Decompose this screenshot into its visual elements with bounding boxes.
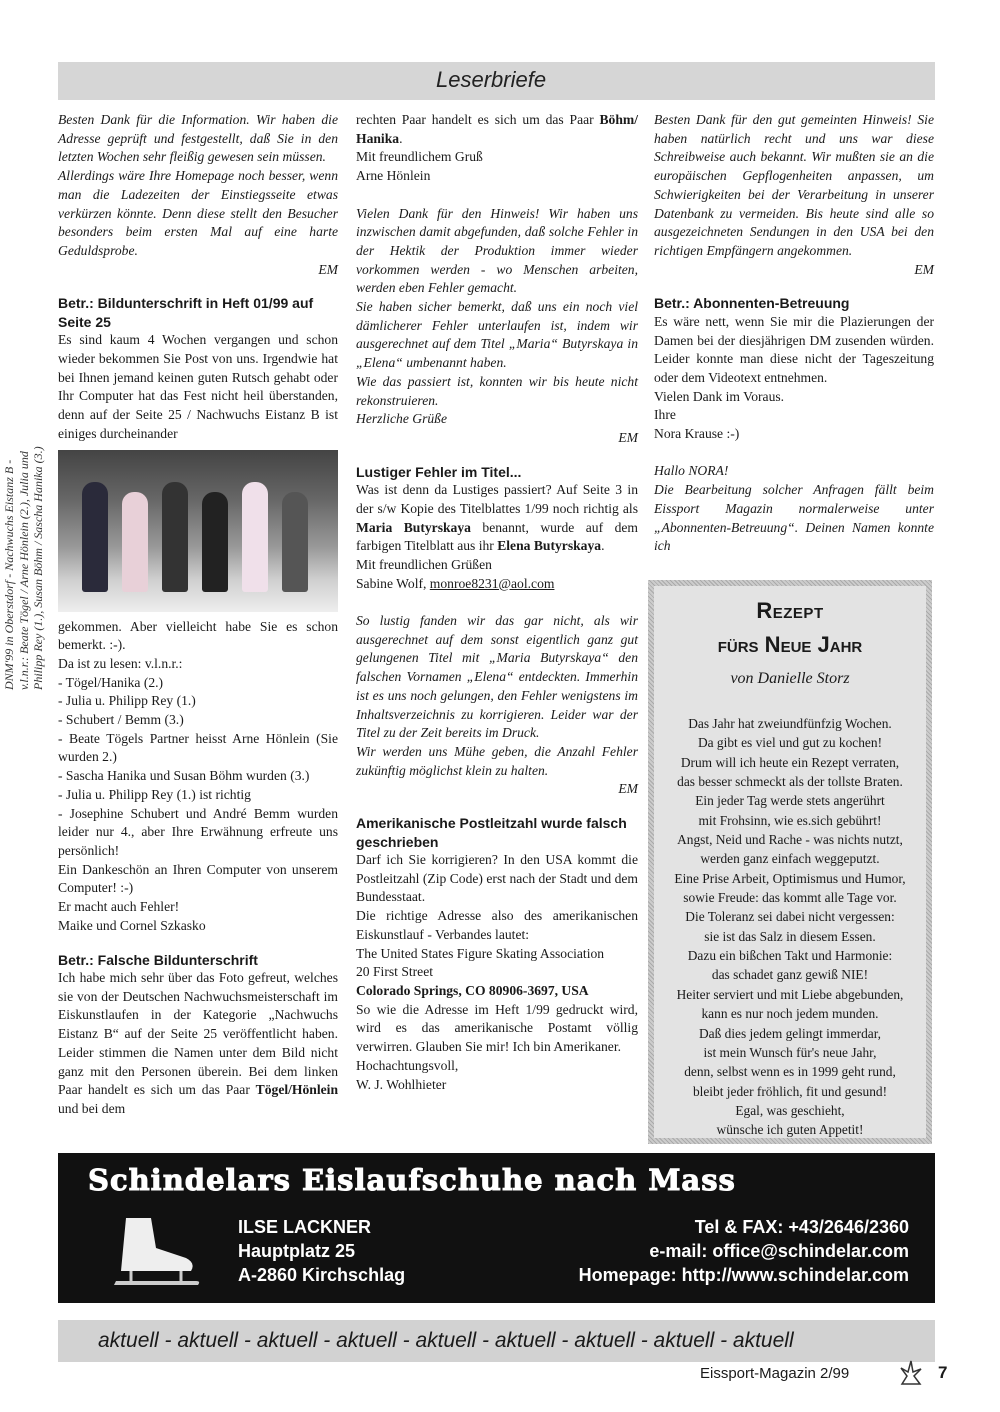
skater-figure xyxy=(202,492,228,592)
recipe-poem xyxy=(654,714,926,1140)
text-run: Ich habe mich sehr über das Foto gefreut, welches sie von der Deutschen Nachwuchsmeisterschaft im Eiskunstlaufen in der Kategorie „Nachwuchs Eistanz B“ auf der Seite 25 veröffentlicht haben. Leider stimmen die Namen unter dem Bild nicht ganz mit den Personen überein. Bei dem linken Paar handelt es sich um das Paar xyxy=(58,970,338,1098)
text-run: The United States Figure Skating Association xyxy=(356,945,605,961)
text-run: . xyxy=(399,130,403,146)
text-run: - Tögel/Hanika (2.) xyxy=(58,674,164,690)
editor-signature xyxy=(356,780,638,799)
spacer xyxy=(356,186,638,205)
poem-line: Angst, Neid und Rache - was nichts nutzt, xyxy=(677,832,903,848)
bold-text: Maria Butyrskaya xyxy=(356,519,471,535)
caption-line: v.l.n.r.: Beate Tögel / Arne Hönlein (2.), Julia und xyxy=(16,451,31,690)
text-run: Es wäre nett, wenn Sie mir die Plazierungen der Damen bei der diesjährigen DM zusenden würden. Leider konnte man diese nicht der Tageszeitung oder dem Videotext entnehmen. xyxy=(654,313,934,385)
section-header xyxy=(58,62,935,100)
poem-line: ist mein Wunsch für's neue Jahr, xyxy=(703,1044,877,1060)
skater-figure xyxy=(122,492,148,592)
poem-line: wünsche ich guten Appetit! xyxy=(716,1122,864,1138)
text-run: Ihre xyxy=(654,407,676,423)
text-line xyxy=(58,917,338,936)
paragraph xyxy=(58,861,338,898)
team-photo xyxy=(58,450,338,612)
skater-figure xyxy=(162,482,188,592)
caption-line: DNM'99 in Oberstdorf - Nachwuchs Eistanz B - xyxy=(2,459,16,690)
paragraph xyxy=(58,969,338,1119)
text-run: - Julia u. Philipp Rey (1.) ist richtig xyxy=(58,786,251,802)
text-run: - Josephine Schubert und André Bemm wurden leider nur 4., aber Ihre Erwähnung erfreute uns persönlich! xyxy=(58,805,338,858)
paragraph xyxy=(654,313,934,388)
poem-line: Dazu ein bißchen Takt und Harmonie: xyxy=(687,948,893,964)
ad-contact xyxy=(579,1215,909,1287)
text-run: Besten Dank für den gut gemeinten Hinweis! Sie haben natürlich recht und uns war diese Schreibweise auch bekannt. Wir mußten sie an die europäischen Gepflogenheiten anpassen, um Schwierigkeiten bei der Verarbeitung in unserer Datenbank zu vermeiden. Bis heute sind alle so ausgezeichneten Sendungen in den USA bei den richtigen Empfängern angekommen. xyxy=(654,112,934,258)
ad-title: Schindelars Eislaufschuhe nach Mass xyxy=(88,1163,736,1197)
text-run: - Julia u. Philipp Rey (1.) xyxy=(58,693,196,709)
text-run: Was ist denn da Lustiges passiert? Auf Seite 3 in der s/w Kopie des Titelblattes 1/99 noch richtig als xyxy=(356,482,638,516)
editor-signature xyxy=(58,261,338,280)
poem-line: Eine Prise Arbeit, Optimismus und Humor, xyxy=(674,870,906,886)
editor-reply xyxy=(356,612,638,743)
text-run: Mit freundlichen Grüßen xyxy=(356,556,492,572)
bold-text: Tögel/Hönlein xyxy=(255,1082,338,1098)
text-run: Mit freundlichem Gruß xyxy=(356,149,483,165)
text-run: Sie haben sicher bemerkt, daß uns ein noch viel dämlicherer Fehler unterlaufen ist, indem wir ausgerechnet auf dem Titel „Maria“ Butyrskaya in „Elena“ umbenannt haben. xyxy=(356,299,638,371)
ad-name: ILSE LACKNER xyxy=(238,1217,372,1237)
text-line xyxy=(356,945,638,964)
text-line xyxy=(58,655,338,674)
text-run: - Sascha Hanika und Susan Böhm wurden (3.) xyxy=(58,768,310,784)
text-run: So lustig fanden wir das gar nicht, als wir ausgerechnet auf dem sonst eigentlich ganz gut gelungenen Titel mit „Maria Butyrskaya“ den falschen Vornamen „Elena“ entdeckten. Immerhin ist es uns noch gelungen, den Fehler wenigstens im Inhaltsverzeichnis zu korrigieren. Leider war der Titel zu der Zeit bereits im Druck. xyxy=(356,613,638,741)
poem-line: Ein jeder Tag werde stets angerührt xyxy=(695,793,885,809)
ad-address xyxy=(238,1215,405,1287)
poem-line: Egal, was geschieht, xyxy=(735,1102,845,1118)
text-line xyxy=(356,1076,638,1095)
text-run: Betr.: Bildunterschrift in Heft 01/99 auf Seite 25 xyxy=(58,295,314,330)
text-run: Allerdings wäre Ihre Homepage noch besser, wenn man die Ladezeiten der Einstiegsseite etwas verkürzen könnte. Denn diese stellt den Besucher besonders beim ersten Mal auf eine harte Geduldsprobe. xyxy=(58,168,338,258)
ad-phone: Tel & FAX: +43/2646/2360 xyxy=(694,1217,909,1237)
text-run: Maike und Cornel Szkasko xyxy=(58,917,206,933)
text-run: Wie das passiert ist, konnten wir bis heute nicht rekonstruieren. xyxy=(356,373,638,408)
letter-heading xyxy=(58,294,338,331)
skater-logo-icon xyxy=(896,1358,926,1388)
text-run: Hochachtungsvoll, xyxy=(356,1057,459,1073)
column-1 xyxy=(58,111,338,1119)
text-line xyxy=(58,674,338,693)
ad-homepage[interactable]: Homepage: http://www.schindelar.com xyxy=(578,1265,909,1285)
advertisement xyxy=(58,1153,935,1303)
paragraph xyxy=(356,481,638,556)
ad-street: Hauptplatz 25 xyxy=(238,1241,356,1261)
paragraph xyxy=(356,851,638,907)
letter-heading xyxy=(356,463,638,482)
text-run: Betr.: Abonnenten-Betreuung xyxy=(654,295,850,312)
text-line xyxy=(356,1057,638,1076)
spacer xyxy=(654,444,934,463)
text-run: Vielen Dank für den Hinweis! Wir haben uns inzwischen damit abgefunden, daß solche Fehler in der Hektik der Produktion immer wieder vorkommen werden - wo Menschen arbeiten, werden eben Fehler gemacht. xyxy=(356,205,638,296)
text-run: W. J. Wohlhieter xyxy=(356,1076,447,1092)
poem-line: Da gibt es viel und gut zu kochen! xyxy=(697,735,883,751)
text-line xyxy=(356,167,638,186)
ice-skate-icon xyxy=(106,1213,206,1293)
text-line xyxy=(58,692,338,711)
text-run: Ein Dankeschön an Ihren Computer von unserem Computer! :-) xyxy=(58,861,338,896)
editor-reply xyxy=(654,111,934,261)
text-line xyxy=(654,425,934,444)
bold-text: Colorado Springs, CO 80906-3697, USA xyxy=(356,983,589,998)
poem-line: sie ist das Salz in diesem Essen. xyxy=(704,928,876,944)
recipe-title: Rezept xyxy=(756,598,824,623)
skater-figure xyxy=(242,482,268,592)
text-run: benannt, wurde auf dem farbigen Titelblatt aus ihr xyxy=(356,519,638,554)
poem-line: Das Jahr hat zweiundfünfzig Wochen. xyxy=(688,716,892,731)
editor-signature xyxy=(654,261,934,280)
page-number: 7 xyxy=(938,1363,948,1382)
text-run: Wir werden uns Mühe geben, die Anzahl Fehler zukünftig möglichst klein zu halten. xyxy=(356,743,638,778)
text-run: - Schubert / Bemm (3.) xyxy=(58,712,184,728)
text-run: 20 First Street xyxy=(356,964,434,980)
text-run: Betr.: Falsche Bildunterschrift xyxy=(58,951,258,968)
editor-reply xyxy=(58,167,338,261)
poem-line: Die Toleranz sei dabei nicht vergessen: xyxy=(685,909,895,925)
bold-text: Elena Butyrskaya xyxy=(497,538,602,554)
recipe-subtitle: fürs Neue Jahr xyxy=(717,632,863,657)
text-run: Sabine Wolf, xyxy=(356,575,430,591)
text-run: Die Bearbeitung solcher Anfragen fällt beim Eissport Magazin normalerweise unter „Abonnenten-Betreuung“. Deinen Namen konnte ich xyxy=(654,482,934,554)
text-line xyxy=(654,388,934,407)
text-line xyxy=(58,786,338,805)
text-run: Besten Dank für die Information. Wir haben die Adresse geprüft und festgestellt, daß Sie in den letzten Wochen sehr fleißig gewesen sein müssen. xyxy=(58,112,338,165)
poem-line: bleibt jeder fröhlich, fit und gesund! xyxy=(692,1083,888,1099)
poem-line: sowie Freude: das kommt alle Tage vor. xyxy=(683,890,897,906)
text-run: und bei dem xyxy=(58,1100,126,1116)
poem-line: das schadet ganz gewiß NIE! xyxy=(711,967,869,983)
poem-line: werden ganz einfach weggeputzt. xyxy=(700,851,880,867)
email-link[interactable]: monroe8231@aol.com xyxy=(429,575,555,591)
spacer xyxy=(356,593,638,612)
text-run: Arne Hönlein xyxy=(356,168,431,184)
text-run: Lustiger Fehler im Titel... xyxy=(356,463,522,480)
text-run: . xyxy=(601,538,605,554)
editor-reply xyxy=(356,373,638,410)
recipe-box xyxy=(648,580,932,1144)
editor-signature xyxy=(356,429,638,448)
text-line xyxy=(58,898,338,917)
bold-text: Böhm/ Hanika xyxy=(356,112,638,146)
caption-line: Philipp Rey (1.), Susan Böhm / Sascha Hanika (3.) xyxy=(31,446,45,690)
editor-reply xyxy=(58,111,338,167)
letter-heading xyxy=(356,814,638,851)
text-line xyxy=(356,148,638,167)
text-run: Vielen Dank im Voraus. xyxy=(654,388,785,404)
poem-line: Heiter serviert und mit Liebe abgebunden, xyxy=(676,986,904,1002)
editor-reply xyxy=(356,298,638,373)
editor-reply xyxy=(356,410,638,429)
text-run: EM xyxy=(618,781,638,797)
recipe-byline: von Danielle Storz xyxy=(730,670,850,687)
ad-city: A-2860 Kirchschlag xyxy=(238,1265,406,1285)
text-run: Darf ich Sie korrigieren? In den USA kommt die Postleitzahl (Zip Code) erst nach der Stadt und dem Bundesstaat. xyxy=(356,852,638,905)
poem-line: denn, selbst wenn es in 1999 geht rund, xyxy=(684,1064,896,1080)
text-run: So wie die Adresse im Heft 1/99 gedruckt wird, wird es das amerikanische Postamt völlig verwirren. Glauben Sie mir! Ich bin Amerikaner. xyxy=(356,1001,638,1055)
section-title: Leserbriefe xyxy=(436,67,547,92)
letter-heading xyxy=(58,951,338,970)
paragraph xyxy=(58,730,338,767)
poem-line: mit Frohsinn, wie es.sich gebührt! xyxy=(698,812,882,828)
text-line xyxy=(58,711,338,730)
text-run: Nora Krause :-) xyxy=(654,426,740,442)
text-run: EM xyxy=(618,429,638,445)
text-run: Amerikanische Postleitzahl wurde falsch geschrieben xyxy=(356,815,627,850)
column-3 xyxy=(654,111,934,556)
skater-figure xyxy=(82,482,108,592)
column-2 xyxy=(356,111,638,1094)
paragraph xyxy=(356,907,638,944)
poem-line: Drum will ich heute ein Rezept verraten, xyxy=(680,754,900,770)
text-line xyxy=(356,963,638,982)
ad-email[interactable]: e-mail: office@schindelar.com xyxy=(649,1241,909,1261)
editor-reply xyxy=(654,462,934,481)
skater-figure xyxy=(282,492,308,592)
text-run: Die richtige Adresse also des amerikanischen Eiskunstlauf - Verbandes lautet: xyxy=(356,908,638,942)
paragraph xyxy=(58,618,338,655)
paragraph xyxy=(356,111,638,148)
aktuell-banner: aktuell - aktuell - aktuell - aktuell - aktuell - aktuell - aktuell - aktuell - aktuell xyxy=(58,1320,935,1362)
poem-line: das besser schmeckt als der tollste Braten. xyxy=(677,774,903,790)
editor-reply xyxy=(356,205,638,299)
poem-line: kann es nur noch jedem munden. xyxy=(701,1006,879,1022)
letter-heading xyxy=(654,294,934,313)
text-run: Herzliche Grüße xyxy=(356,411,447,427)
paragraph xyxy=(356,1001,638,1057)
text-run: EM xyxy=(318,261,338,277)
text-run: rechten Paar handelt es sich um das Paar xyxy=(356,112,600,127)
footer-magazine: Eissport-Magazin 2/99 xyxy=(700,1365,850,1382)
poem-line: Daß dies jedem gelingt immerdar, xyxy=(698,1025,882,1041)
editor-reply xyxy=(356,743,638,780)
text-line xyxy=(356,982,638,1001)
text-line xyxy=(356,575,638,594)
text-run: Da ist zu lesen: v.l.n.r.: xyxy=(58,655,183,671)
text-run: Hallo NORA! xyxy=(654,463,729,479)
paragraph xyxy=(58,805,338,861)
paragraph xyxy=(58,767,338,786)
editor-reply xyxy=(654,481,934,556)
photo-caption xyxy=(2,370,46,690)
text-run: Es sind kaum 4 Wochen vergangen und schon wieder bekommen Sie Post von uns. Irgendwie hat bei Ihnen jemand keinen guten Rutsch gehabt oder Ihr Computer hat das Fest nicht heil überstanden, denn auf der Seite 25 / Nachwuchs Eistanz B ist einiges durcheinander xyxy=(58,332,338,441)
text-run: Er macht auch Fehler! xyxy=(58,899,180,915)
paragraph xyxy=(58,331,338,443)
text-line xyxy=(654,406,934,425)
text-line xyxy=(356,556,638,575)
text-run: gekommen. Aber vielleicht habe Sie es schon bemerkt. :-). xyxy=(58,618,338,653)
text-run: - Beate Tögels Partner heisst Arne Hönlein (Sie wurden 2.) xyxy=(58,730,338,765)
text-run: EM xyxy=(914,261,934,277)
